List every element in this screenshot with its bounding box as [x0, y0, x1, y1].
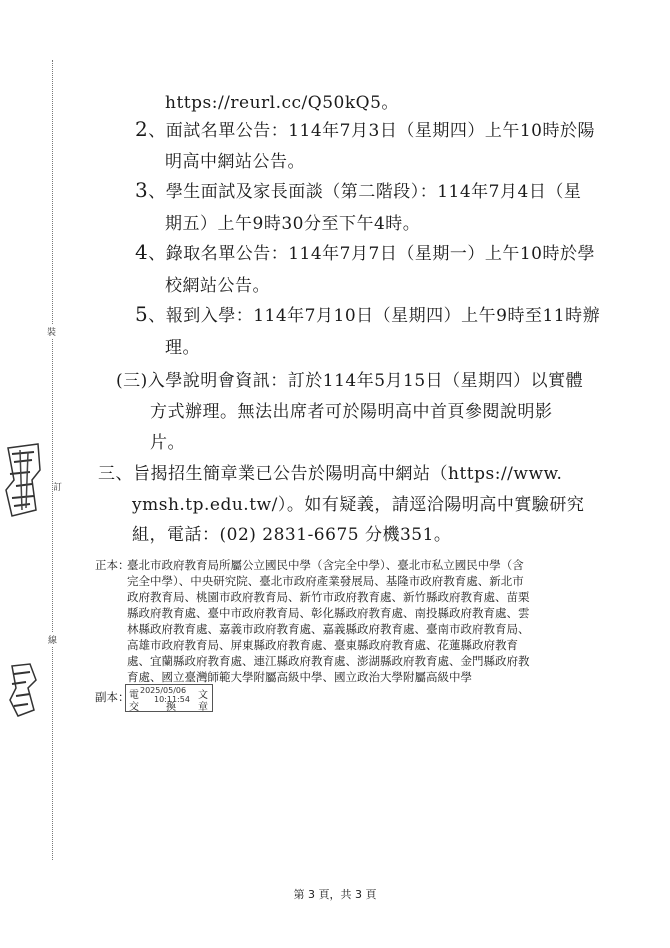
item-3-number: 3	[135, 178, 149, 202]
original-recipients-list	[127, 557, 530, 685]
binding-mark-ding: 訂	[53, 480, 62, 493]
recipient-line: 林縣政府教育處、嘉義市政府教育處、嘉義縣政府教育處、臺南市政府教育局、	[127, 622, 530, 636]
recipient-line: 處、宜蘭縣政府教育處、連江縣政府教育處、澎湖縣政府教育處、金門縣政府教	[127, 654, 530, 668]
item-2-number: 2	[135, 117, 149, 141]
item-3-text-a: 、學生面試及家長面談（第二階段）：114年7月4日（星	[148, 182, 582, 202]
item-4-line-1	[135, 239, 595, 264]
item-4-number: 4	[135, 240, 149, 264]
main-3-line-2: ymsh.tp.edu.tw/）。如有疑義，請逕洽陽明高中實驗研究	[132, 495, 585, 515]
binding-mark-zhuang: 裝	[47, 325, 56, 338]
item-2-line-1	[135, 116, 595, 141]
seal-char: 電	[129, 690, 139, 701]
recipient-line: 臺北市政府教育局所屬公立國民中學（含完全中學）、臺北市私立國民中學（含	[127, 558, 524, 572]
original-recipients-label: 正本：	[95, 558, 130, 572]
margin-seal-stamp-2-icon	[4, 660, 40, 720]
binding-mark-xian: 線	[48, 633, 57, 646]
main-3-line-3: 組，電話：(02) 2831-6675 分機351。	[132, 525, 452, 545]
seal-char: 交	[129, 702, 139, 713]
seal-char: 章	[198, 702, 208, 713]
item-5-line-2: 理。	[165, 338, 200, 358]
seal-time: 10:11:54	[154, 695, 190, 704]
electronic-exchange-seal	[125, 684, 213, 712]
section-3-line-1: (三)入學說明會資訊：訂於114年5月15日（星期四）以實體	[116, 371, 584, 391]
item-5-text-a: 、報到入學：114年7月10日（星期四）上午9時至11時辦	[148, 306, 601, 326]
recipient-line: 縣政府教育處、臺中市政府教育局、彰化縣政府教育處、南投縣政府教育處、雲	[127, 606, 530, 620]
item-3-line-2: 期五）上午9時30分至下午4時。	[165, 214, 421, 234]
recipient-line: 高雄市政府教育局、屏東縣政府教育處、臺東縣政府教育處、花蓮縣政府教育	[127, 638, 518, 652]
item-2-line-2: 明高中網站公告。	[165, 152, 305, 172]
item-5-line-1	[135, 301, 600, 326]
section-3-line-3: 片。	[150, 433, 185, 453]
seal-char: 換	[166, 702, 176, 713]
seal-date: 2025/05/06	[140, 686, 187, 695]
item-5-number: 5	[135, 302, 149, 326]
item-4-line-2: 校網站公告。	[165, 276, 270, 296]
main-3-line-1: 三、旨揭招生簡章業已公告於陽明高中網站（https://www.	[98, 464, 563, 484]
section-3-line-2: 方式辦理。無法出席者可於陽明高中首頁參閱說明影	[150, 402, 553, 422]
item-3-line-1	[135, 177, 581, 202]
item-4-text-a: 、錄取名單公告：114年7月7日（星期一）上午10時於學	[148, 244, 595, 264]
recipient-line: 育處、國立臺灣師範大學附屬高級中學、國立政治大學附屬高級中學	[127, 670, 472, 684]
binding-dotted-line	[52, 60, 53, 860]
recipient-line: 完全中學）、中央研究院、臺北市政府產業發展局、基隆市政府教育處、新北市	[127, 574, 524, 588]
item-2-text-a: 、面試名單公告：114年7月3日（星期四）上午10時於陽	[148, 121, 595, 141]
recipient-line: 政府教育局、桃園市政府教育局、新竹市政府教育處、新竹縣政府教育處、苗栗	[127, 590, 530, 604]
url-line: https://reurl.cc/Q50kQ5。	[165, 93, 399, 113]
copy-recipients-label: 副本：	[95, 690, 130, 704]
page-number: 第 3 頁，共 3 頁	[293, 888, 377, 901]
seal-char: 文	[198, 690, 208, 701]
margin-seal-stamp-icon	[2, 440, 44, 520]
